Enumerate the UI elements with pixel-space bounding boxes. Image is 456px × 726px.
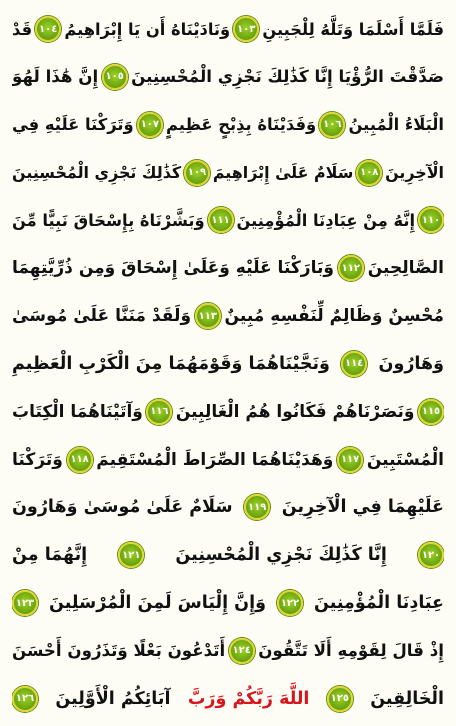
verse-text: إِذْ قَالَ لِقَوْمِهِ أَلَا تَتَّقُونَ <box>258 641 444 661</box>
verse-number-icon: ١٠٥ <box>102 64 128 90</box>
verse-text: سَلَامٌ عَلَىٰ مُوسَىٰ وَهَارُونَ <box>12 497 233 518</box>
verse-text: كَذَٰلِكَ نَجْزِي الْمُحْسِنِينَ <box>12 163 182 183</box>
verse-number-icon: ١٠٤ <box>35 16 61 42</box>
verse-text: الْمُسْتَبِينَ <box>366 449 444 470</box>
verse-number-icon: ١١٠ <box>418 207 444 233</box>
verse-number-icon: ١٠٨ <box>356 160 382 186</box>
text-line <box>12 437 444 483</box>
text-line <box>12 532 444 578</box>
verse-text: الصَّالِحِينَ <box>367 258 444 279</box>
verse-text: وَتَرَكْنَا <box>12 449 63 470</box>
text-line <box>12 102 444 148</box>
verse-number-icon: ١٢٦ <box>12 686 38 712</box>
verse-text: وَلَقَدْ مَنَنَّا عَلَىٰ مُوسَىٰ <box>12 306 192 327</box>
verse-text: وَفَدَيْنَاهُ بِذِبْحٍ عَظِيمٍ <box>165 115 317 135</box>
verse-number-icon: ١٠٩ <box>184 160 210 186</box>
verse-number-icon: ١٠٧ <box>137 112 163 138</box>
text-line <box>12 389 444 435</box>
text-line <box>12 245 444 291</box>
verse-number-icon: ١١٩ <box>244 494 270 520</box>
verse-text: وَبَارَكْنَا عَلَيْهِ وَعَلَىٰ إِسْحَاقَ وَمِن ذُرِّيَّتِهِمَا <box>12 258 334 279</box>
text-line <box>12 293 444 339</box>
verse-text: سَلَامٌ عَلَىٰ إِبْرَاهِيمَ <box>212 163 354 183</box>
verse-text: إِنَّهُمَا مِنْ <box>12 545 88 566</box>
verse-text: وَآتَيْنَاهُمَا الْكِتَابَ <box>12 401 143 422</box>
verse-text: وَإِنَّ إِلْيَاسَ لَمِنَ الْمُرْسَلِينَ <box>48 593 266 614</box>
verse-number-icon: ١٢٢ <box>277 590 303 616</box>
verse-text: مُحْسِنٌ وَظَالِمٌ لِّنَفْسِهِ مُبِينٌ <box>224 306 444 327</box>
verse-number-icon: ١٢٣ <box>12 590 38 616</box>
text-line <box>12 6 444 52</box>
verse-number-icon: ١١٦ <box>146 399 172 425</box>
verse-number-icon: ١٠٦ <box>319 112 345 138</box>
text-line <box>12 150 444 196</box>
verse-number-icon: ١١٨ <box>67 447 93 473</box>
verse-text: وَنَجَّيْنَاهُمَا وَقَوْمَهُمَا مِنَ الْكَرْبِ الْعَظِيمِ <box>12 353 330 374</box>
verse-number-icon: ١١٣ <box>195 303 221 329</box>
text-line <box>12 484 444 530</box>
verse-text: الْآخِرِينَ <box>385 163 444 183</box>
verse-text: وَنَادَيْنَاهُ أَن يَا إِبْرَاهِيمُ <box>64 19 231 39</box>
verse-text: وَتَرَكْنَا عَلَيْهِ فِي <box>12 115 134 135</box>
verse-number-icon: ١١٧ <box>337 447 363 473</box>
verse-number-icon: ١٢٠ <box>418 542 444 568</box>
text-line <box>12 54 444 100</box>
verse-number-icon: ١١٢ <box>338 255 364 281</box>
verse-text: صَدَّقْتَ الرُّؤْيَا إِنَّا كَذَٰلِكَ نَجْزِي الْمُحْسِنِينَ <box>131 67 444 87</box>
verse-text: وَهَارُونَ <box>378 353 444 374</box>
text-line <box>12 197 444 243</box>
verse-text: أَتَدْعُونَ بَعْلًا وَتَذَرُونَ أَحْسَنَ <box>12 641 226 661</box>
text-line <box>12 628 444 674</box>
text-line <box>12 580 444 626</box>
verse-text: وَهَدَيْنَاهُمَا الصِّرَاطَ الْمُسْتَقِيمَ <box>96 449 334 470</box>
verse-text: عِبَادِنَا الْمُؤْمِنِينَ <box>313 593 444 614</box>
verse-number-icon: ١٢٥ <box>327 686 353 712</box>
verse-text: عَلَيْهِمَا فِي الْآخِرِينَ <box>281 497 444 518</box>
verse-text: قَدْ <box>12 19 33 39</box>
verse-text: آبَائِكُمُ الْأَوَّلِينَ <box>55 688 171 709</box>
verse-number-icon: ١٢١ <box>118 542 144 568</box>
verse-number-icon: ١٢٤ <box>229 638 255 664</box>
verse-text: إِنَّا كَذَٰلِكَ نَجْزِي الْمُحْسِنِينَ <box>175 545 387 566</box>
verse-text: وَبَشَّرْنَاهُ بِإِسْحَاقَ نَبِيًّا مِّنَ <box>12 210 205 230</box>
verse-number-icon: ١٠٣ <box>233 16 259 42</box>
text-line <box>12 676 444 722</box>
verse-text: فَلَمَّا أَسْلَمَا وَتَلَّهُ لِلْجَبِينِ <box>262 19 444 39</box>
verse-number-icon: ١١٥ <box>418 399 444 425</box>
verse-text: إِنَّ هَٰذَا لَهُوَ <box>12 67 99 87</box>
verse-text: الْخَالِقِينَ <box>370 688 444 709</box>
text-line <box>12 341 444 387</box>
verse-number-icon: ١١١ <box>208 207 234 233</box>
verse-text: إِنَّهُ مِنْ عِبَادِنَا الْمُؤْمِنِينَ <box>236 210 416 230</box>
highlighted-verse-text: اللَّهَ رَبَّكُمْ وَرَبَّ <box>187 688 310 709</box>
verse-text: الْبَلَاءُ الْمُبِينُ <box>348 115 444 135</box>
verse-number-icon: ١١٤ <box>341 351 367 377</box>
verse-text: وَنَصَرْنَاهُمْ فَكَانُوا هُمُ الْغَالِبِينَ <box>175 401 415 422</box>
